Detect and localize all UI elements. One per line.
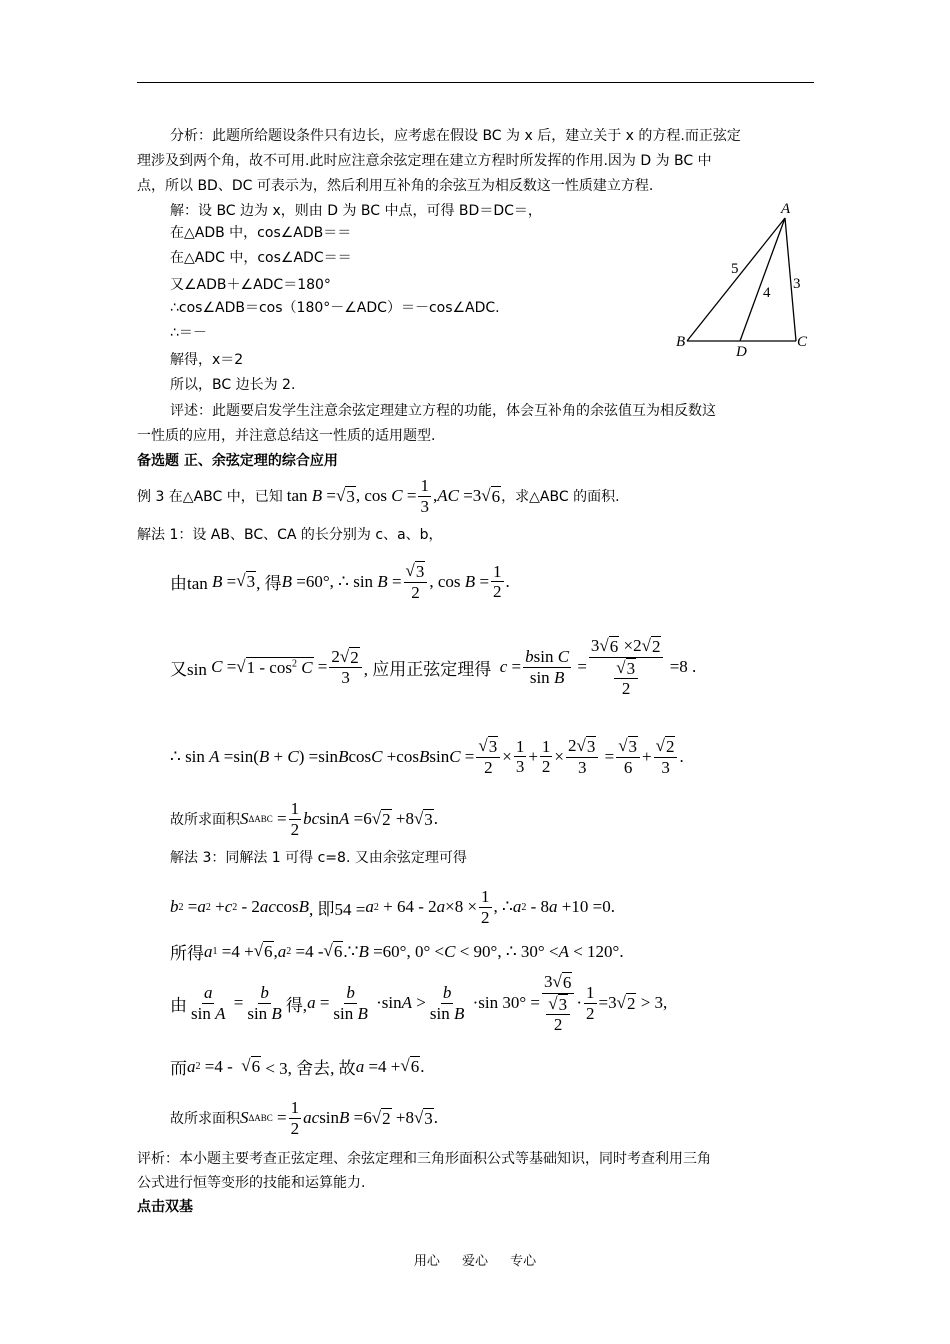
example-3: 例 3 在△ABC 中，已知 tan B = √ 3 , cos C = $\frac{1}{3}$ , AC =3 √ 6 ，求△ABC 的面积.	[137, 476, 620, 516]
analysis-line-1: 分析：此题所给题设条件只有边长，应考虑在假设 BC 为 x 后，建立关于 x 的方程.而正弦定	[170, 128, 741, 144]
next-section-title: 点击双基	[137, 1199, 193, 1215]
equation-2: 又sin C = √ $1 - \cos^2 C$ = 2 √ 2 3 , 应用正弦定理得 c = $\frac{\text{bsin C}}{\text{sin B}}$ = 3 √ 6 ×2 √ 2 √ 3 2 =8 .	[170, 636, 697, 699]
solution-line-3: 在△ADC 中，cos∠ADC＝＝	[170, 250, 352, 266]
header-rule	[137, 82, 814, 83]
equation-7: 而 a 2 =4 - √ 6 < 3, 舍去, 故 a =4 + √ 6 .	[170, 1056, 425, 1078]
comment-line-2: 一性质的应用，并注意总结这一性质的适用题型.	[137, 428, 436, 444]
method-1-intro: 解法 1：设 AB、BC、CA 的长分别为 c、a、b，	[137, 527, 443, 543]
solution-line-8: 所以，BC 边长为 2.	[170, 377, 296, 393]
area-2-prefix: 故所求面积	[170, 1111, 240, 1128]
vertex-label-D: D	[736, 344, 747, 360]
solution-line-1: 解：设 BC 边为 x，则由 D 为 BC 中点，可得 BD＝DC＝，	[170, 203, 542, 219]
length-label-AC: 3	[793, 276, 801, 292]
area-equation-1: 故所求面积 S ΔABC = $\frac{1}{2}$ bc sin A =6 √ 2 +8 √ 3 .	[170, 799, 439, 839]
solution-line-4: 又∠ADB＋∠ADC＝180°	[170, 277, 331, 293]
comment-line-1: 评述：此题要启发学生注意余弦定理建立方程的功能，体会互补角的余弦值互为相反数这	[170, 403, 716, 419]
page-footer: 用心 爱心 专心	[413, 1254, 537, 1269]
area-1-prefix: 故所求面积	[170, 812, 240, 829]
length-label-AD: 4	[763, 285, 771, 301]
method-3-intro: 解法 3：同解法 1 可得 c=8. 又由余弦定理可得	[170, 850, 467, 866]
example-suffix: ，求△ABC 的面积.	[501, 489, 620, 506]
solution-line-7: 解得，x＝2	[170, 352, 244, 368]
section-title: 备选题 正、余弦定理的综合应用	[137, 453, 338, 469]
median-AD	[740, 218, 785, 341]
analysis-line-2: 理涉及到两个角，故不可用.此时应注意余弦定理在建立方程时所发挥的作用.因为 D 为 BC 中	[137, 153, 712, 169]
analysis-line-3: 点，所以 BD、DC 可表示为，然后利用互补角的余弦互为相反数这一性质建立方程.	[137, 178, 654, 194]
vertex-label-C: C	[797, 334, 808, 350]
solution-line-6: ∴＝－	[170, 325, 207, 341]
example-prefix: 例 3 在△ABC 中，已知	[137, 489, 283, 506]
remark-line-2: 公式进行恒等变形的技能和运算能力.	[137, 1175, 366, 1191]
solution-line-2: 在△ADB 中，cos∠ADB＝＝	[170, 225, 352, 241]
equation-4: b 2 = a 2 + c 2 - 2 ac cos B , 即54 = a 2 + 64 - 2 a ×8 × $\frac{1}{2}$ , ∴ a 2 - 8 a +10 =0.	[170, 887, 615, 927]
side-AB	[687, 218, 785, 341]
equation-6: 由 $\frac{a}{\text{sin A}}$ = $\frac{b}{\text{sin B}}$ 得, a = $\frac{b}{\text{sin B}}$ ·sin A > $\frac{b}{\text{sin B}}$ ·sin 30° = 3 √ 6 √ 3 2 · $\frac{1}{2}$ =3 √ 2 > 3,	[170, 972, 668, 1035]
solution-line-5: ∴cos∠ADB＝cos（180°－∠ADC）＝－cos∠ADC.	[170, 300, 500, 316]
remark-line-1: 评析：本小题主要考查正弦定理、余弦定理和三角形面积公式等基础知识，同时考查利用三角	[137, 1151, 711, 1167]
equation-1: 由tan B = √ 3 , 得 B =60°, ∴ sin B = √ 3 2 , cos B = $\frac{1}{2}$ .	[170, 561, 510, 602]
area-equation-2: 故所求面积 S ΔABC = $\frac{1}{2}$ ac sin B =6 √ 2 +8 √ 3 .	[170, 1098, 439, 1138]
vertex-label-B: B	[676, 334, 686, 350]
vertex-label-A: A	[781, 201, 791, 217]
equation-5: 所得 a 1 =4 + √ 6 , a 2 =4 - √ 6 .∵ B =60°, 0° < C < 90°, ∴ 30° < A < 120°.	[170, 941, 624, 963]
length-label-AB: 5	[731, 261, 739, 277]
equation-3: ∴ sin A =sin( B + C ) =sin B cos C +cos B sin C = √ 3 2 × $\frac{1}{3}$ + $\frac{1}{2}$ × 2 √ 3 3 = √ 3 6 + √ 2 3 .	[170, 736, 684, 777]
